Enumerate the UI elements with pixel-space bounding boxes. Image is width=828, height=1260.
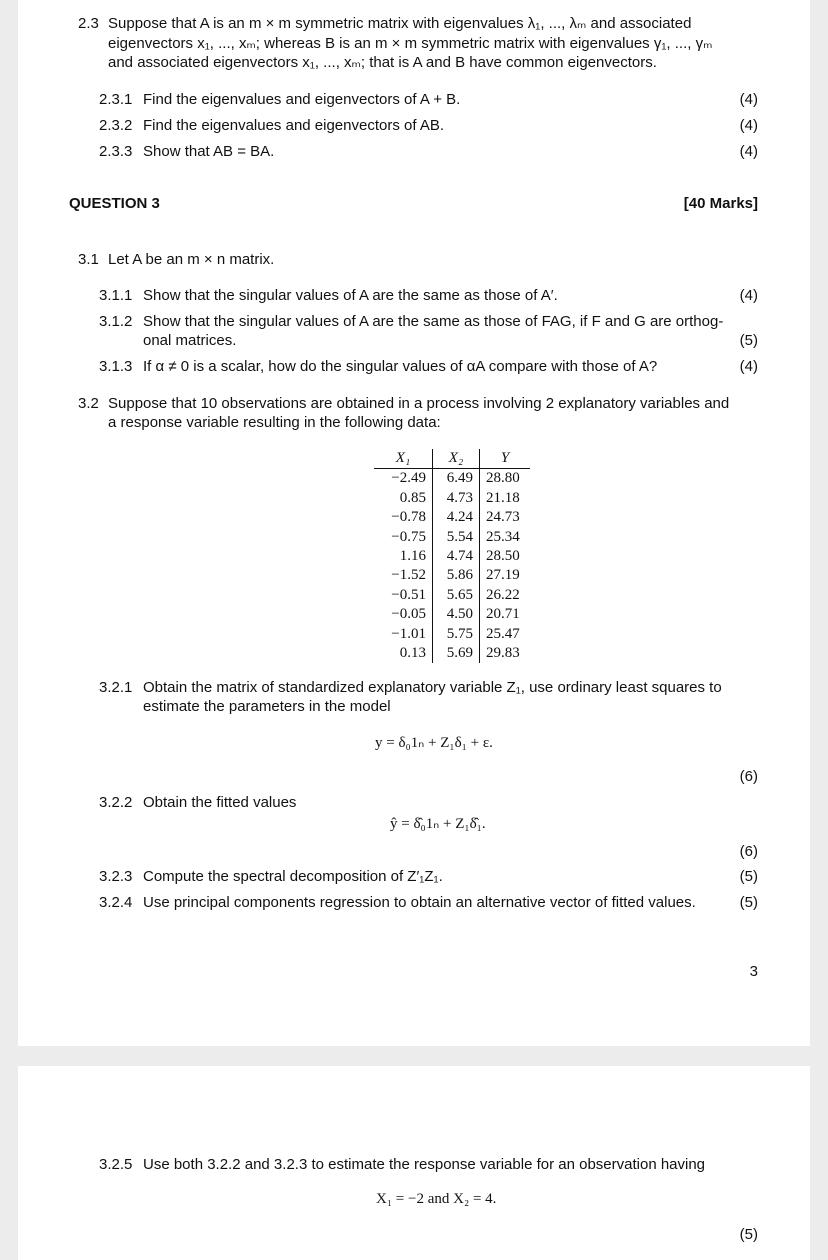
cell-x1: −0.05	[374, 605, 433, 624]
header-x2: X₂	[433, 449, 480, 469]
cell-x1: 0.13	[374, 644, 433, 663]
cell-x2: 4.73	[433, 489, 480, 508]
table-row	[374, 469, 530, 489]
q312-number: 3.1.2	[99, 313, 133, 330]
table-row	[374, 566, 530, 585]
q311-text: Show that the singular values of A are the same as those of A′.	[143, 287, 558, 304]
cell-x2: 5.65	[433, 586, 480, 605]
q324-marks: (5)	[739, 894, 758, 911]
q23-stem-line1: Suppose that A is an m × m symmetric matrix with eigenvalues λ₁, ..., λₘ and associated	[108, 15, 692, 32]
data-table	[374, 449, 530, 663]
q321-number: 3.2.1	[99, 679, 133, 696]
q322-equation: ŷ = δ̂₀1ₙ + Z₁δ̂₁.	[390, 816, 486, 832]
q231-marks: (4)	[739, 91, 758, 108]
cell-y: 28.80	[486, 470, 520, 487]
table-row	[374, 625, 530, 644]
q325-text: Use both 3.2.2 and 3.2.3 to estimate the response variable for an observation having	[143, 1156, 706, 1173]
table-row	[374, 528, 530, 547]
table-row	[374, 605, 530, 624]
cell-y: 21.18	[486, 489, 520, 506]
q325-equation: X₁ = −2 and X₂ = 4.	[376, 1191, 497, 1207]
q32-stem-line1: Suppose that 10 observations are obtained in a process involving 2 explanatory variables and	[108, 395, 730, 412]
cell-x1: −0.78	[374, 508, 433, 527]
q322-marks: (6)	[739, 843, 758, 860]
q323-text: Compute the spectral decomposition of Z′₁Z₁.	[143, 868, 443, 885]
q313-marks: (4)	[739, 358, 758, 375]
q321-line2: estimate the parameters in the model	[143, 698, 391, 715]
q32-number: 3.2	[78, 395, 99, 412]
cell-x2: 5.69	[433, 644, 480, 663]
cell-x1: −1.52	[374, 566, 433, 585]
cell-y: 26.22	[486, 586, 520, 603]
q312-text-continued: onal matrices.	[143, 332, 237, 349]
q321-marks: (6)	[739, 768, 758, 785]
cell-y: 25.47	[486, 625, 520, 642]
q325-marks: (5)	[739, 1226, 758, 1243]
q323-number: 3.2.3	[99, 868, 133, 885]
cell-x2: 4.50	[433, 605, 480, 624]
q232-number: 2.3.2	[99, 117, 133, 134]
table-row	[374, 586, 530, 605]
q311-marks: (4)	[739, 287, 758, 304]
q313-number: 3.1.3	[99, 358, 133, 375]
q232-marks: (4)	[739, 117, 758, 134]
table-row	[374, 644, 530, 663]
cell-x1: 1.16	[374, 547, 433, 566]
q325-number: 3.2.5	[99, 1156, 133, 1173]
cell-x2: 4.74	[433, 547, 480, 566]
cell-x2: 5.54	[433, 528, 480, 547]
q31-stem: Let A be an m × n matrix.	[108, 251, 275, 268]
q233-number: 2.3.3	[99, 143, 133, 160]
q312-text: Show that the singular values of A are the same as those of FAG, if F and G are orthog-	[143, 313, 724, 330]
cell-y: 28.50	[486, 548, 520, 565]
q324-number: 3.2.4	[99, 894, 133, 911]
q312-marks: (5)	[739, 332, 758, 349]
table-row	[374, 508, 530, 527]
table-header-row	[374, 449, 530, 469]
header-x1: X₁	[374, 449, 433, 469]
cell-y: 27.19	[486, 567, 520, 584]
page-2	[18, 1066, 810, 1260]
cell-x1: −1.01	[374, 625, 433, 644]
cell-y: 25.34	[486, 528, 520, 545]
q313-text: If α ≠ 0 is a scalar, how do the singular values of αA compare with those of A?	[143, 358, 658, 375]
q321-line1: Obtain the matrix of standardized explanatory variable Z₁, use ordinary least squares to	[143, 679, 722, 696]
cell-x1: 0.85	[374, 489, 433, 508]
q231-number: 2.3.1	[99, 91, 133, 108]
q311-number: 3.1.1	[99, 287, 133, 304]
q32-stem-line2: a response variable resulting in the following data:	[108, 414, 441, 431]
q231-text: Find the eigenvalues and eigenvectors of A + B.	[143, 91, 461, 108]
question-3-title: QUESTION 3	[69, 195, 160, 212]
q31-number: 3.1	[78, 251, 99, 268]
cell-x1: −0.75	[374, 528, 433, 547]
cell-x1: −2.49	[374, 469, 433, 489]
question-3-marks: [40 Marks]	[683, 195, 758, 212]
q23-stem-line2: eigenvectors x₁, ..., xₘ; whereas B is an m × m symmetric matrix with eigenvalues γ₁, ..., γₘ	[108, 35, 713, 52]
q233-marks: (4)	[739, 143, 758, 160]
cell-y: 20.71	[486, 606, 520, 623]
table-row	[374, 489, 530, 508]
page-1	[18, 0, 810, 1046]
page-number: 3	[749, 963, 758, 980]
q23-number: 2.3	[78, 15, 99, 32]
q322-text: Obtain the fitted values	[143, 794, 297, 811]
cell-x2: 5.75	[433, 625, 480, 644]
cell-x1: −0.51	[374, 586, 433, 605]
cell-x2: 6.49	[433, 469, 480, 489]
q324-text: Use principal components regression to obtain an alternative vector of fitted values.	[143, 894, 696, 911]
header-y: Y	[480, 449, 531, 469]
table-row	[374, 547, 530, 566]
cell-y: 29.83	[486, 645, 520, 662]
q23-stem-line3: and associated eigenvectors x₁, ..., xₘ; that is A and B have common eigenvectors.	[108, 54, 657, 71]
cell-y: 24.73	[486, 509, 520, 526]
q321-equation: y = δ₀1ₙ + Z₁δ₁ + ε.	[375, 735, 493, 751]
q233-text: Show that AB = BA.	[143, 143, 275, 160]
q323-marks: (5)	[739, 868, 758, 885]
q232-text: Find the eigenvalues and eigenvectors of AB.	[143, 117, 445, 134]
cell-x2: 5.86	[433, 566, 480, 585]
q322-number: 3.2.2	[99, 794, 133, 811]
cell-x2: 4.24	[433, 508, 480, 527]
